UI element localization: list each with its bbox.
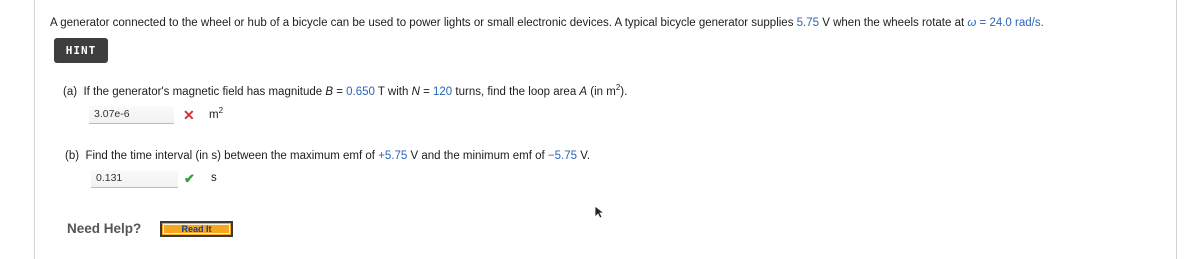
n-value: 120 — [433, 85, 453, 98]
a-symbol: A — [579, 85, 588, 98]
part-a-label: (a) — [63, 85, 78, 98]
part-a-answer-input[interactable]: 3.07e-6 — [89, 106, 174, 124]
question-text: If the generator's magnetic field has magnitude — [83, 85, 326, 98]
intro-text: rad/s. — [1011, 17, 1044, 29]
question-text: (in m — [587, 85, 616, 98]
hint-button[interactable]: HINT — [54, 38, 108, 63]
problem-statement — [50, 17, 1044, 29]
read-it-label: Read It — [181, 224, 212, 234]
part-a-question — [63, 83, 627, 98]
exponent: 2 — [615, 83, 621, 92]
voltage-value: 5.75 — [796, 17, 820, 29]
part-a-unit — [209, 106, 223, 121]
part-b-label: (b) — [65, 150, 80, 162]
omega-value: 24.0 — [989, 17, 1012, 29]
min-emf-value: −5.75 — [547, 150, 578, 162]
question-text: Find the time interval (in s) between the maximum emf of — [85, 150, 379, 162]
part-b-answer-input[interactable]: 0.131 — [91, 170, 178, 188]
checkmark-icon: ✔ — [184, 171, 195, 186]
x-icon: ✕ — [183, 107, 195, 123]
question-text: V. — [577, 150, 591, 162]
unit-exponent: 2 — [218, 106, 224, 115]
question-text: T with — [374, 85, 412, 98]
b-symbol: B — [325, 85, 334, 98]
part-b-unit: s — [211, 172, 217, 184]
read-it-button[interactable] — [160, 221, 233, 237]
intro-text: = — [976, 17, 990, 29]
unit-text: m — [209, 108, 219, 121]
b-value: 0.650 — [346, 85, 375, 98]
intro-text: V when the wheels rotate at — [819, 17, 968, 29]
omega-symbol: ω — [967, 17, 977, 29]
n-symbol: N — [411, 85, 420, 98]
question-text: = — [419, 85, 434, 98]
need-help-label: Need Help? — [67, 221, 142, 236]
question-text: = — [333, 85, 347, 98]
mouse-cursor-icon — [594, 205, 606, 219]
max-emf-value: +5.75 — [378, 150, 408, 162]
question-text: turns, find the loop area — [452, 85, 580, 98]
intro-text: A generator connected to the wheel or hub of a bicycle can be used to power lights or small electronic devices. A typical bicycle generator supplies — [50, 17, 797, 29]
question-text: V and the minimum emf of — [407, 150, 548, 162]
question-text: ). — [620, 85, 628, 98]
part-b-question — [65, 150, 590, 162]
